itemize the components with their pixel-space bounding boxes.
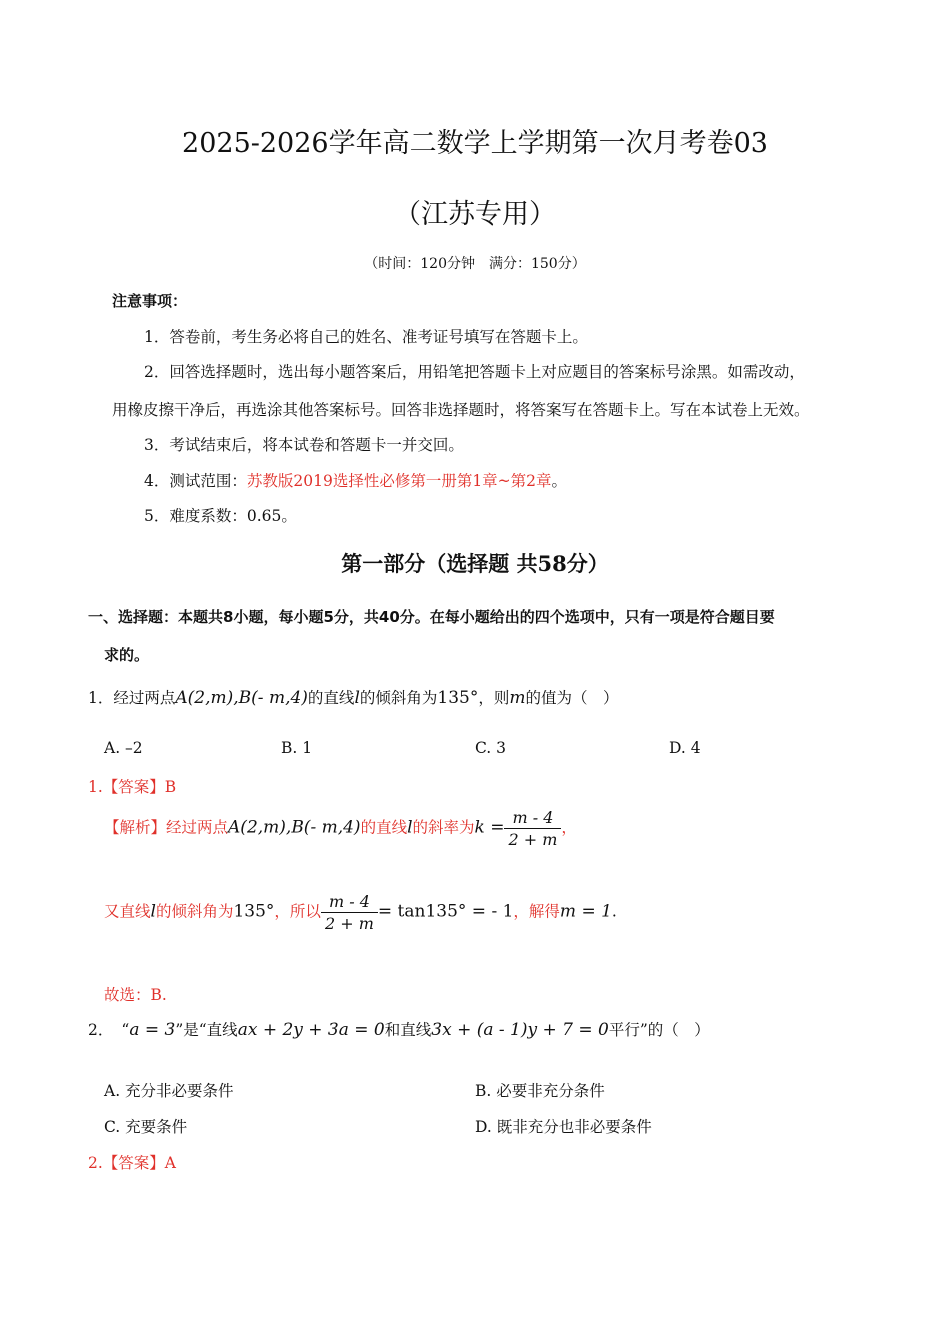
q1-answer: 1.【答案】B [88,778,177,796]
notice-item-3: 3．考试结束后，将本试卷和答题卡一并交回。 [144,436,464,454]
notice-heading: 注意事项： [112,292,188,310]
q2-line-2: 3x + (a - 1)y + 7 = 0 [431,1020,609,1040]
q1-text-5: 的值为（ ） [525,689,619,707]
exam-title: 2025-2026学年高二数学上学期第一次月考卷03 [182,128,768,159]
exam-meta: （时间：120分钟 满分：150分） [364,256,586,272]
q2-answer: 2.【答案】A [88,1154,176,1172]
q2-text-1: “ [121,1021,130,1039]
q1-analysis-l-2: l [150,901,156,922]
q1-analysis-text-7: ，解得 [513,902,560,921]
q1-analysis-angle: 135° [233,901,275,922]
q2-option-b: B. 必要非充分条件 [475,1082,605,1100]
exam-subtitle: （江苏专用） [394,199,556,230]
question-2 [88,1018,710,1040]
section-instruction-a: 一、选择题：本题共8小题，每小题5分，共40分。在每小题给出的四个选项中，只有一项是符合题目要 [88,608,775,626]
notice-item-5: 5．难度系数：0.65。 [144,507,297,525]
test-range: 苏教版2019选择性必修第一册第1章~第2章 [246,472,552,490]
q2-text-3: 和直线 [384,1021,432,1039]
notice-item-1: 1．答卷前，考生务必将自己的姓名、准考证号填写在答题卡上。 [144,328,588,346]
q1-m: m [509,688,526,708]
question-number: 1． [88,689,114,707]
notice-item-4 [144,469,567,491]
notice-item-4-prefix: 4．测试范围： [144,472,247,490]
q1-analysis-period: . [611,902,617,921]
q1-option-a: A. –2 [104,739,143,757]
q2-line-1: ax + 2y + 3a = 0 [237,1020,385,1040]
q1-option-b: B. 1 [281,739,313,757]
q1-line-l: l [354,688,360,708]
slope-k: k = [474,817,505,838]
solution-m: m = 1 [559,901,612,922]
q2-condition: a = 3 [129,1020,176,1040]
q1-analysis-text-2: 的直线 [360,818,408,837]
q1-text-1: 经过两点 [113,689,176,707]
tan-equation: = tan135° = - 1 [377,901,514,922]
q1-analysis-text-4: 又直线 [104,902,151,921]
q1-option-c: C. 3 [475,739,507,757]
q1-analysis-text-5: 的倾斜角为 [155,902,234,921]
q1-analysis-l: l [407,817,413,838]
q1-text-2: 的直线 [307,689,355,707]
slope-fraction [504,808,561,849]
q1-analysis-text-1: 经过两点 [166,818,229,837]
notice-item-2a: 2．回答选择题时，选出每小题答案后，用铅笔把答题卡上对应题目的答案标号涂黑。如需改动， [144,363,805,381]
q1-analysis-text-6: ，所以 [274,902,321,921]
question-1 [88,686,619,708]
q1-analysis-text-3: 的斜率为 [412,818,475,837]
q2-text-4: 平行”的（ ） [608,1021,710,1039]
q1-angle: 135° [437,688,479,708]
q2-text-2: ”是“直线 [175,1021,238,1039]
q1-text-3: 的倾斜角为 [359,689,438,707]
q1-analysis-comma: ， [561,818,577,837]
question-number: 2． [88,1021,114,1039]
q1-analysis-points: A(2,m),B(- m,4) [228,817,361,838]
q1-text-4: ，则 [478,689,510,707]
q1-conclusion: 故选：B. [104,986,167,1004]
q1-analysis-line-2 [104,892,617,933]
fraction-denominator: 2 + m [324,914,374,933]
q1-points: A(2,m),B(- m,4) [175,688,308,708]
q2-option-c: C. 充要条件 [104,1118,188,1136]
fraction-numerator: m - 4 [321,892,378,913]
section-title: 第一部分（选择题 共58分） [341,551,609,576]
q1-analysis-line-1 [104,808,577,849]
fraction-numerator: m - 4 [504,808,561,829]
fraction-denominator: 2 + m [508,830,558,849]
equation-fraction [321,892,378,933]
q2-option-a: A. 充分非必要条件 [104,1082,234,1100]
q1-option-d: D. 4 [669,739,701,757]
analysis-label: 【解析】 [104,818,167,837]
q2-option-d: D. 既非充分也非必要条件 [475,1118,652,1136]
section-instruction-b: 求的。 [104,646,150,664]
notice-item-2b: 用橡皮擦干净后，再选涂其他答案标号。回答非选择题时，将答案写在答题卡上。写在本试卷上无效。 [112,401,810,419]
notice-item-4-suffix: 。 [551,472,568,490]
